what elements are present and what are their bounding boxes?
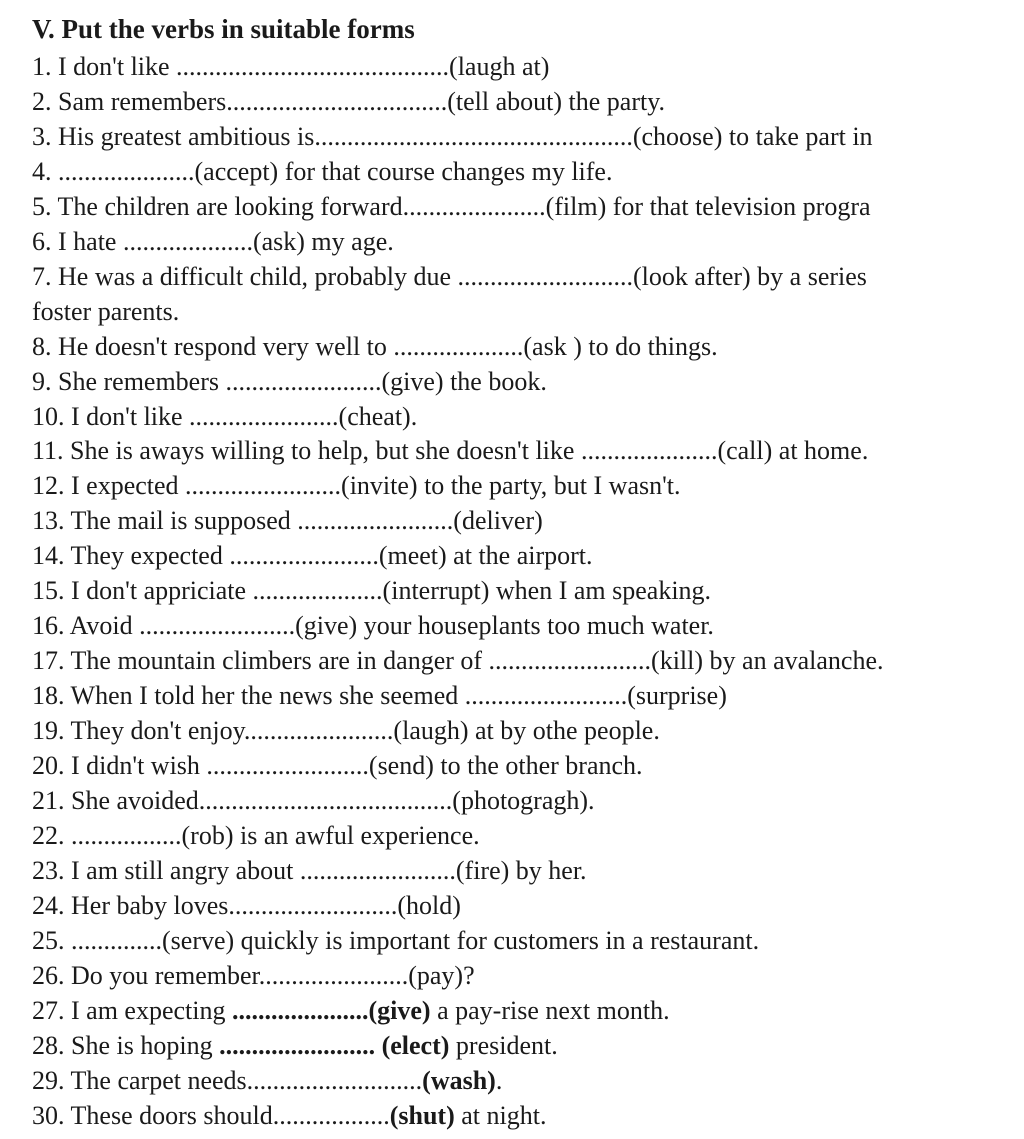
exercise-line xyxy=(32,85,665,119)
line-text: 17. The mountain climbers are in danger of .........................(kill) by an avalanche. xyxy=(32,646,884,676)
exercise-line xyxy=(32,295,179,329)
line-text: 19. They don't enjoy.......................(laugh) at by othe people. xyxy=(32,716,660,746)
line-text: 28. She is hoping xyxy=(32,1030,220,1060)
line-text: 18. When I told her the news she seemed .........................(surprise) xyxy=(32,681,727,711)
exercise-line xyxy=(32,50,549,84)
exercise-line xyxy=(32,819,480,853)
line-text: 27. I am expecting xyxy=(32,995,232,1025)
exercise-line xyxy=(32,784,595,818)
line-text: 30. These doors should.................. xyxy=(32,1100,390,1130)
line-text: 20. I didn't wish .........................(send) to the other branch. xyxy=(32,751,643,780)
line-text: 1. I don't like ..........................................(laugh at) xyxy=(32,52,550,81)
line-text: 3. His greatest ambitious is.................................................(choose) to take part in xyxy=(32,121,873,151)
line-text: 8. He doesn't respond very well to ....................(ask ) to do things. xyxy=(32,331,718,361)
exercise-line xyxy=(32,749,643,783)
verb-hint-bold: ........................ (elect) xyxy=(219,1030,450,1060)
line-text: 14. They expected .......................(meet) at the airport. xyxy=(32,541,593,571)
line-text: 26. Do you remember.......................(pay)? xyxy=(32,960,475,990)
line-text: 11. She is aways willing to help, but she doesn't like .....................(call) at home. xyxy=(32,436,869,466)
exercise-line xyxy=(32,924,759,958)
exercise-line xyxy=(32,1064,502,1098)
line-text: at night. xyxy=(454,1100,547,1130)
exercise-line xyxy=(32,120,873,154)
line-text: 29. The carpet needs........................... xyxy=(32,1065,423,1095)
line-text: 7. He was a difficult child, probably due ...........................(look after) by a series xyxy=(32,261,867,291)
line-text: 24. Her baby loves..........................(hold) xyxy=(32,890,461,920)
line-text: 22. .................(rob) is an awful experience. xyxy=(32,820,480,850)
exercise-line xyxy=(32,365,547,399)
line-text: president. xyxy=(449,1030,558,1060)
exercise-line xyxy=(32,469,681,503)
exercise-line xyxy=(32,854,587,888)
line-text: 25. ..............(serve) quickly is important for customers in a restaurant. xyxy=(32,925,760,955)
line-text: 12. I expected ........................(invite) to the party, but I wasn't. xyxy=(32,471,681,501)
exercise-line xyxy=(32,434,868,468)
exercise-line xyxy=(32,225,394,259)
exercise-line xyxy=(32,994,670,1028)
exercise-line xyxy=(32,609,714,643)
exercise-line xyxy=(32,889,461,923)
exercise-line xyxy=(32,155,612,189)
exercise-line xyxy=(32,959,475,993)
verb-hint-bold: (shut) xyxy=(389,1100,455,1130)
line-text: 2. Sam remembers..................................(tell about) the party. xyxy=(32,86,666,116)
line-text: 13. The mail is supposed ........................(deliver) xyxy=(32,506,543,536)
verb-hint-bold: .....................(give) xyxy=(232,995,431,1025)
line-text: 4. .....................(accept) for that course changes my life. xyxy=(32,156,613,186)
line-text: 15. I don't appriciate ....................(interrupt) when I am speaking. xyxy=(32,576,712,606)
exercise-line xyxy=(32,330,718,364)
exercise-line xyxy=(32,190,871,224)
line-text: a pay-rise next month. xyxy=(430,995,670,1025)
line-text: 16. Avoid ........................(give) your houseplants too much water. xyxy=(32,611,714,641)
verb-hint-bold: (wash) xyxy=(422,1065,496,1095)
line-text: . xyxy=(495,1065,503,1095)
exercise-line xyxy=(32,1029,558,1063)
exercise-line xyxy=(32,574,711,608)
exercise-line xyxy=(32,504,543,538)
exercise-line xyxy=(32,679,727,713)
line-text: 5. The children are looking forward......................(film) for that television progra xyxy=(32,191,871,221)
exercise-line xyxy=(32,1099,546,1133)
line-text: foster parents. xyxy=(32,296,180,326)
exercise-line xyxy=(32,400,417,434)
line-text: 6. I hate ....................(ask) my age. xyxy=(32,226,394,256)
line-text: 21. She avoided.......................................(photogragh). xyxy=(32,785,595,815)
exercise-line xyxy=(32,260,867,294)
line-text: 10. I don't like .......................(cheat). xyxy=(32,401,418,431)
exercise-line xyxy=(32,644,884,678)
exercise-title: V. Put the verbs in suitable forms xyxy=(32,14,415,44)
line-text: 9. She remembers ........................(give) the book. xyxy=(32,366,547,396)
exercise-line xyxy=(32,714,660,748)
line-text: 23. I am still angry about ........................(fire) by her. xyxy=(32,855,587,885)
exercise-line xyxy=(32,539,593,573)
